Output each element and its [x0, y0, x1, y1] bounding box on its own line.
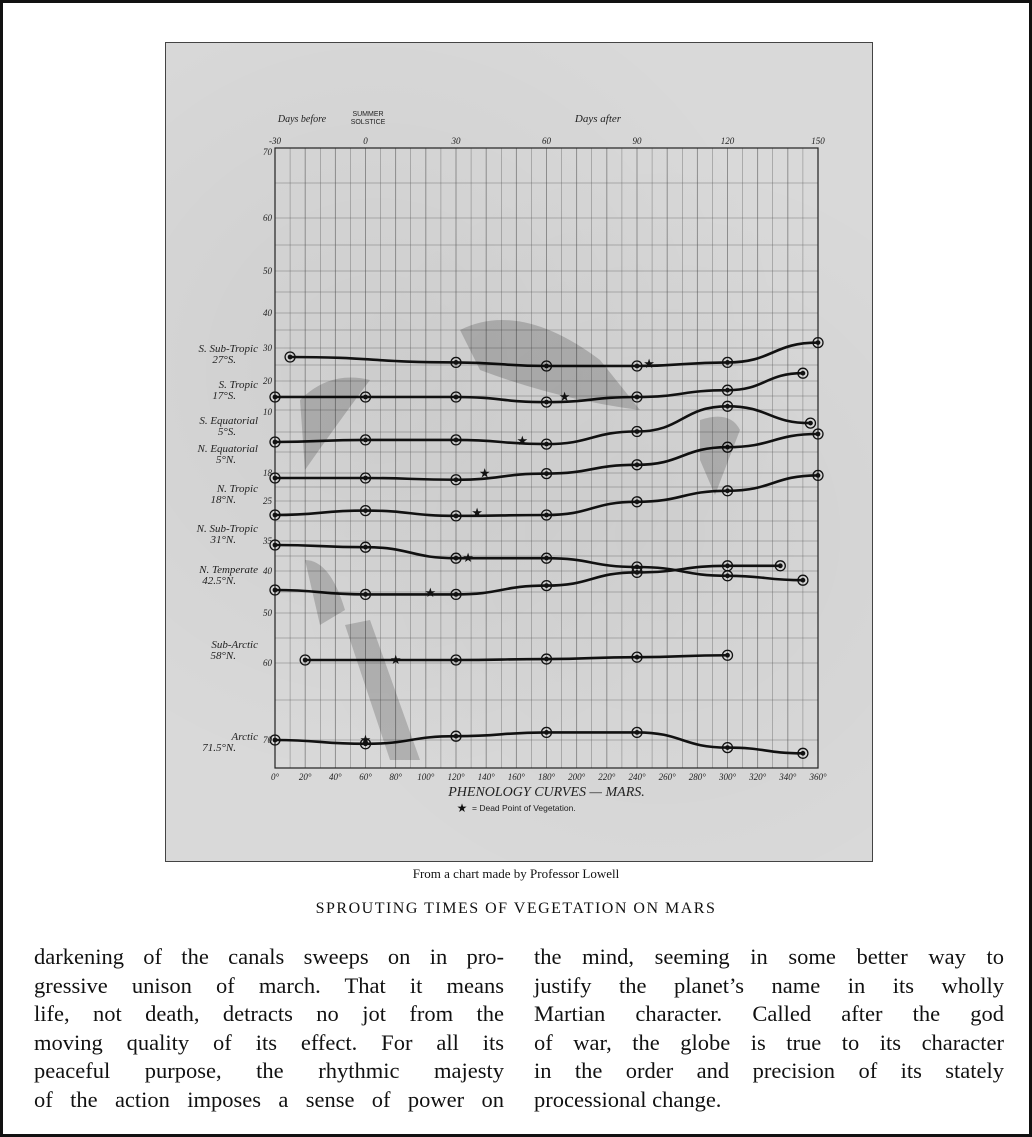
x-tick-label: 200° — [568, 772, 586, 782]
data-point — [725, 563, 730, 568]
body-column-right — [534, 943, 1004, 1114]
data-point — [801, 751, 806, 756]
data-point — [808, 421, 813, 426]
dead-point-star-icon: ★ — [558, 389, 571, 404]
data-point — [454, 395, 459, 400]
series-label-latitude: 18°N. — [210, 494, 236, 506]
series-label-latitude: 31°N. — [210, 534, 236, 546]
y-tick-label: 40 — [263, 308, 272, 318]
body-line: darkening of the canals sweeps on in pro- — [34, 944, 504, 969]
data-point — [544, 730, 549, 735]
x-tick-label: 40° — [329, 772, 342, 782]
y-tick-label: 40 — [263, 566, 272, 576]
dead-point-star-icon: ★ — [516, 433, 529, 449]
data-point — [635, 570, 640, 575]
y-tick-label: 20 — [263, 376, 272, 386]
x-top-tick-label: -30 — [269, 136, 281, 146]
x-tick-label: 20° — [298, 772, 312, 782]
data-point — [454, 556, 459, 561]
data-point — [363, 545, 368, 550]
y-tick-label: 50 — [263, 266, 272, 276]
data-point — [544, 471, 549, 476]
data-point — [725, 745, 730, 750]
body-line: life, not death, detracts no jot from the — [34, 1001, 504, 1026]
data-point — [544, 442, 549, 447]
data-point — [544, 400, 549, 405]
data-point — [635, 499, 640, 504]
x-tick-label: 320° — [749, 772, 767, 782]
data-point — [454, 477, 459, 482]
data-point — [725, 404, 730, 409]
body-line: gressive unison of march. That it means — [34, 972, 504, 998]
vegetation-shading — [700, 417, 740, 495]
y-tick-label: 60 — [263, 658, 272, 668]
series-label-latitude: 17°S. — [212, 390, 236, 402]
dead-point-star-icon: ★ — [471, 504, 483, 520]
dead-point-star-icon: ★ — [643, 356, 655, 372]
data-point — [273, 543, 278, 548]
x-top-tick-label: 150 — [811, 136, 825, 146]
dead-point-star-icon: ★ — [359, 732, 372, 747]
series-label-latitude: 58°N. — [210, 650, 236, 662]
x-top-label-solstice: SOLSTICE — [350, 119, 386, 126]
series-label-name: S. Equatorial — [199, 415, 258, 427]
series-label-name: Sub-Arctic — [211, 639, 258, 651]
data-point — [544, 513, 549, 518]
body-line: in the order and precision of its stately — [534, 1058, 1004, 1083]
data-point — [635, 462, 640, 467]
series-label-latitude: 42.5°N. — [202, 575, 236, 587]
data-point — [816, 473, 821, 478]
chart-title: PHENOLOGY CURVES — MARS. — [448, 785, 645, 800]
body-column-left — [34, 943, 504, 1114]
data-point — [725, 653, 730, 658]
x-tick-label: 260° — [658, 772, 676, 782]
x-tick-label: 240° — [628, 772, 646, 782]
data-point — [288, 355, 293, 360]
x-tick-label: 160° — [507, 772, 525, 782]
y-tick-label: 35 — [263, 536, 272, 546]
dead-point-star-icon: ★ — [462, 550, 474, 566]
data-point — [363, 592, 368, 597]
dead-point-star-icon: ★ — [478, 465, 491, 481]
y-tick-label: 18 — [263, 468, 272, 478]
x-tick-label: 100° — [417, 772, 435, 782]
body-line: of war, the globe is true to its character — [534, 1029, 1004, 1055]
vegetation-shading — [345, 620, 420, 760]
data-point — [454, 438, 459, 443]
x-tick-label: 0° — [270, 772, 280, 782]
data-point — [454, 513, 459, 518]
data-point — [454, 734, 459, 739]
series-label-name: N. Tropic — [216, 483, 258, 495]
x-tick-label: 120° — [447, 772, 465, 782]
legend-text: = Dead Point of Vegetation. — [472, 803, 576, 813]
data-point — [273, 588, 278, 593]
data-point — [725, 360, 730, 365]
dead-point-star-icon: ★ — [389, 652, 402, 667]
data-point — [635, 395, 640, 400]
body-line: of the action imposes a sense of power on — [34, 1086, 504, 1112]
data-point — [725, 488, 730, 493]
x-tick-label: 140° — [477, 772, 495, 782]
data-point — [273, 513, 278, 518]
y-tick-label: 70 — [263, 735, 272, 745]
series-label-name: N. Sub-Tropic — [196, 523, 258, 535]
x-tick-label: 180° — [537, 772, 556, 782]
data-point — [454, 592, 459, 597]
x-tick-label: 360° — [809, 772, 827, 782]
data-point — [303, 658, 308, 663]
series-label-latitude: 5°S. — [217, 426, 236, 438]
series-curve — [275, 566, 780, 595]
data-point — [454, 658, 459, 663]
x-top-tick-label: 90 — [632, 136, 642, 146]
body-line: justify the planet’s name in its wholly — [534, 972, 1004, 998]
data-point — [801, 371, 806, 376]
series-label-latitude: 71.5°N. — [202, 742, 236, 754]
data-point — [635, 429, 640, 434]
y-tick-label: 50 — [263, 608, 272, 618]
data-point — [816, 340, 821, 345]
data-point — [725, 573, 730, 578]
y-tick-label: 60 — [263, 213, 272, 223]
data-point — [544, 556, 549, 561]
data-point — [635, 730, 640, 735]
body-line: the mind, seeming in some better way to — [534, 944, 1004, 969]
data-point — [544, 583, 549, 588]
data-point — [454, 360, 459, 365]
data-point — [801, 578, 806, 583]
data-point — [363, 476, 368, 481]
y-tick-label: 70 — [263, 147, 272, 157]
series-label-name: S. Tropic — [218, 379, 258, 391]
series-label-name: N. Temperate — [199, 564, 258, 576]
x-top-label-before: Days before — [277, 114, 327, 125]
x-tick-label: 280° — [688, 772, 706, 782]
data-point — [635, 655, 640, 660]
data-point — [273, 476, 278, 481]
data-point — [816, 432, 821, 437]
series-label-name: Arctic — [231, 731, 258, 743]
x-top-tick-label: 30 — [451, 136, 461, 146]
data-point — [544, 657, 549, 662]
body-line: Martian character. Called after the god — [534, 1001, 1004, 1026]
data-point — [273, 738, 278, 743]
data-point — [273, 395, 278, 400]
x-top-tick-label: 60 — [542, 136, 551, 146]
figure-title: SPROUTING TIMES OF VEGETATION ON MARS — [315, 900, 717, 917]
data-point — [363, 438, 368, 443]
data-point — [363, 395, 368, 400]
series-label-latitude: 5°N. — [216, 454, 236, 466]
data-point — [363, 508, 368, 513]
data-point — [273, 440, 278, 445]
legend-star-icon: ★ — [456, 801, 468, 815]
x-tick-label: 80° — [389, 772, 402, 782]
y-tick-label: 25 — [263, 496, 272, 506]
x-tick-label: 300° — [718, 772, 737, 782]
y-tick-label: 10 — [263, 407, 272, 417]
x-tick-label: 220° — [598, 772, 616, 782]
x-tick-label: 60° — [359, 772, 372, 782]
x-top-label-solstice: SUMMER — [352, 111, 384, 118]
data-point — [778, 563, 783, 568]
x-top-tick-label: 0 — [363, 136, 368, 146]
x-top-label-after: Days after — [574, 113, 622, 125]
body-line: moving quality of its effect. For all its — [34, 1029, 504, 1055]
series-label-latitude: 27°S. — [212, 354, 236, 366]
y-tick-label: 30 — [263, 343, 272, 353]
series-label-name: S. Sub-Tropic — [198, 343, 258, 355]
series-label-name: N. Equatorial — [197, 443, 258, 455]
x-top-tick-label: 120 — [720, 136, 735, 146]
data-point — [635, 364, 640, 369]
body-line: peaceful purpose, the rhythmic majesty — [34, 1058, 504, 1083]
body-line: processional change. — [534, 1086, 722, 1112]
figure-credit: From a chart made by Professor Lowell — [412, 866, 620, 881]
x-tick-label: 340° — [779, 772, 797, 782]
data-point — [725, 388, 730, 393]
dead-point-star-icon: ★ — [424, 585, 437, 601]
